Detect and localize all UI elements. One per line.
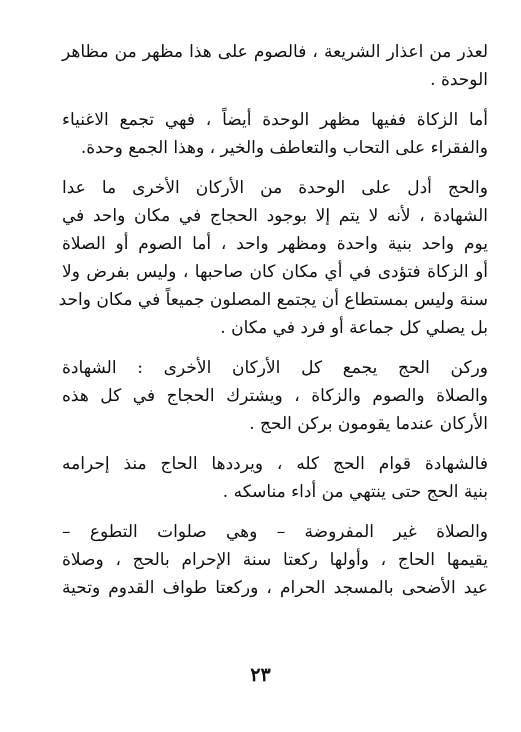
text-line: الأركان عندما يقومون بركن الحج . <box>249 414 488 434</box>
paragraph-2 <box>62 106 488 162</box>
text-line: عيد الأضحى بالمسجد الحرام ، وركعتا طواف القدوم وتحية <box>62 578 488 598</box>
text-line: لعذر من اعذار الشريعة ، فالصوم على هذا مظهر من مظاهر <box>62 42 488 62</box>
text-line: أو الزكاة فتؤدى في أي مكان كان صاحبها ، وليس بفرض ولا <box>62 262 488 282</box>
text-line: والصلاة والصوم والزكاة ، ويشترك الحجاج في كل هذه <box>62 386 488 406</box>
text-line: يقيمها الحاج ، وأولها ركعتا سنة الإحرام بالحج ، وصلاة <box>62 550 488 570</box>
page-body <box>58 38 488 614</box>
text-line: بنية الحج حتى ينتهي من أداء مناسكه . <box>222 482 488 502</box>
paragraph-1 <box>62 38 488 94</box>
text-line: الشهادة ، لأنه لا يتم إلا بوجود الحجاج في مكان واحد في <box>62 206 488 226</box>
page-number: ٢٣ <box>250 664 271 686</box>
paragraph-4 <box>62 354 488 438</box>
text-line: وركن الحج يجمع كل الأركان الأخرى : الشهادة <box>62 358 488 378</box>
text-line: والحج أدل على الوحدة من الأركان الأخرى ما عدا <box>62 178 488 198</box>
text-line: بل يصلي كل جماعة أو فرد في مكان . <box>220 318 488 338</box>
text-line: أما الزكاة ففيها مظهر الوحدة أيضاً ، فهي تجمع الاغنياء <box>62 110 488 130</box>
paragraph-6 <box>62 518 488 602</box>
text-line: الوحدة . <box>430 70 488 90</box>
text-line: فالشهادة قوام الحج كله ، ويرددها الحاج منذ إحرامه <box>62 454 488 474</box>
paragraph-5 <box>62 450 488 506</box>
text-line: والصلاة غير المفروضة – وهي صلوات التطوع – <box>62 522 488 542</box>
text-line: سنة وليس بمستطاع أن يجتمع المصلون جميعاً في مكان واحد <box>58 290 488 310</box>
text-line: والفقراء على التحاب والتعاطف والخير ، وهذا الجمع وحدة. <box>80 138 488 158</box>
text-line: يوم واحد بنية واحدة ومظهر واحد ، أما الصوم أو الصلاة <box>62 234 488 254</box>
paragraph-3 <box>58 174 488 342</box>
